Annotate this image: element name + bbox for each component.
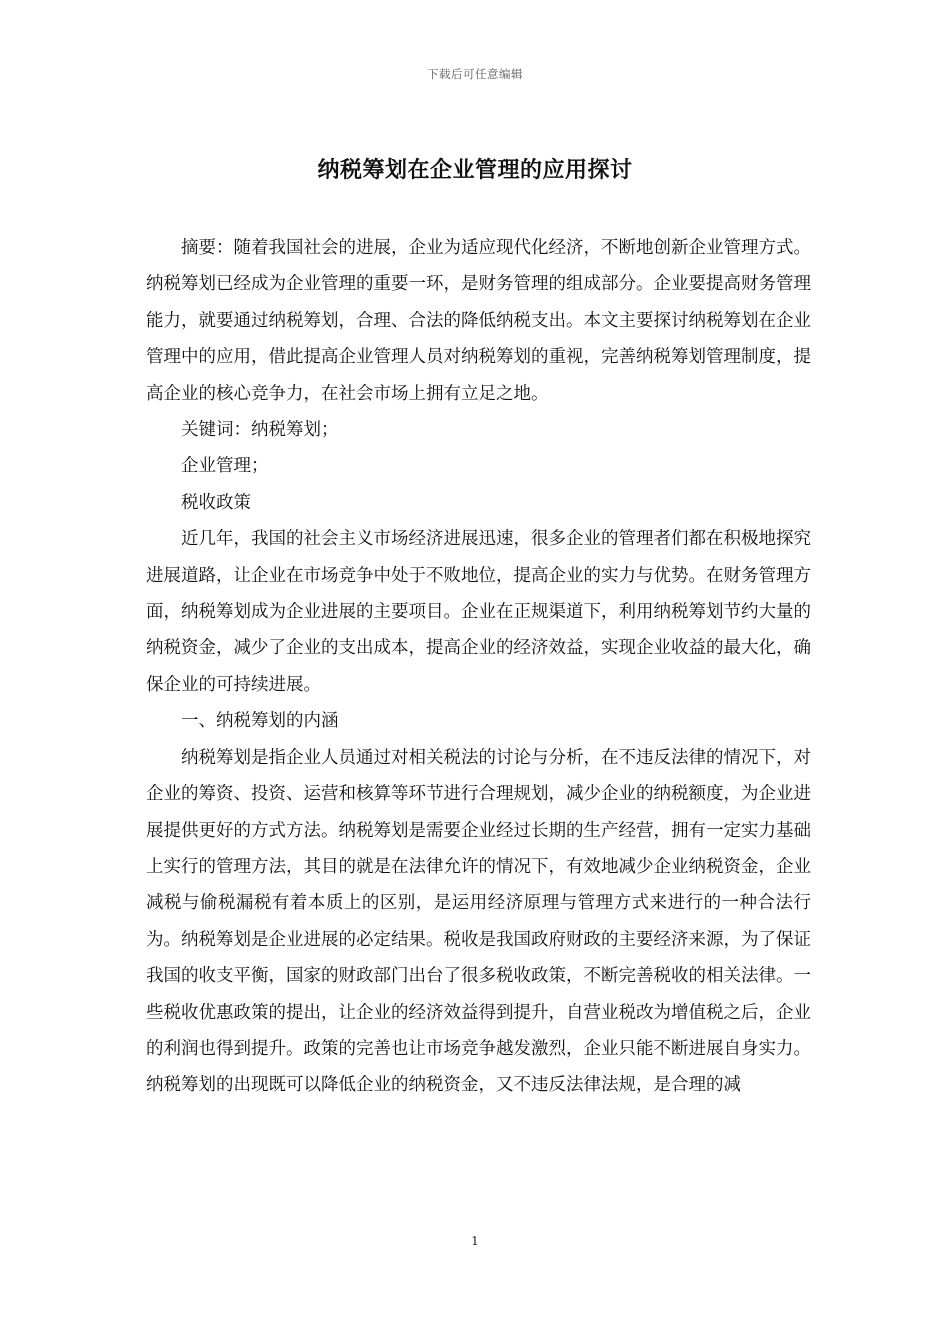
keywords-line: 关键词：纳税筹划； [181, 420, 339, 441]
keyword-item: 税收政策 [181, 492, 251, 513]
section-heading: 一、纳税筹划的内涵 [181, 711, 339, 732]
keyword-item: 企业管理； [181, 456, 269, 477]
header-note: 下载后可任意编辑 [427, 67, 523, 81]
abstract-paragraph: 摘要：随着我国社会的进展，企业为适应现代化经济，不断地创新企业管理方式。纳税筹划已经成为企业管理的重要一环，是财务管理的组成部分。企业要提高财务管理能力，就要通过纳税筹划，合理、合法的降低纳税支出。本文主要探讨纳税筹划在企业管理中的应用，借此提高企业管理人员对纳税筹划的重视，完善纳税筹划管理制度，提高企业的核心竞争力，在社会市场上拥有立足之地。 [146, 238, 811, 404]
document-body [146, 230, 811, 1104]
intro-paragraph: 近几年，我国的社会主义市场经济进展迅速，很多企业的管理者们都在积极地探究进展道路，让企业在市场竞争中处于不败地位，提高企业的实力与优势。在财务管理方面，纳税筹划成为企业进展的主要项目。企业在正规渠道下，利用纳税筹划节约大量的纳税资金，减少了企业的支出成本，提高企业的经济效益，实现企业收益的最大化，确保企业的可持续进展。 [146, 529, 811, 695]
body-paragraph: 纳税筹划是指企业人员通过对相关税法的讨论与分析，在不违反法律的情况下，对企业的筹资、投资、运营和核算等环节进行合理规划，减少企业的纳税额度，为企业进展提供更好的方式方法。纳税筹划是需要企业经过长期的生产经营，拥有一定实力基础上实行的管理方法，其目的就是在法律允许的情况下，有效地减少企业纳税资金，企业减税与偷税漏税有着本质上的区别，是运用经济原理与管理方式来进行的一种合法行为。纳税筹划是企业进展的必定结果。税收是我国政府财政的主要经济来源，为了保证我国的收支平衡，国家的财政部门出台了很多税收政策，不断完善税收的相关法律。一些税收优惠政策的提出，让企业的经济效益得到提升，自营业税改为增值税之后，企业的利润也得到提升。政策的完善也让市场竞争越发激烈，企业只能不断进展自身实力。纳税筹划的出现既可以降低企业的纳税资金，又不违反法律法规，是合理的减 [146, 747, 811, 1096]
document-title: 纳税筹划在企业管理的应用探讨 [317, 157, 633, 183]
page-number: 1 [471, 1234, 479, 1248]
